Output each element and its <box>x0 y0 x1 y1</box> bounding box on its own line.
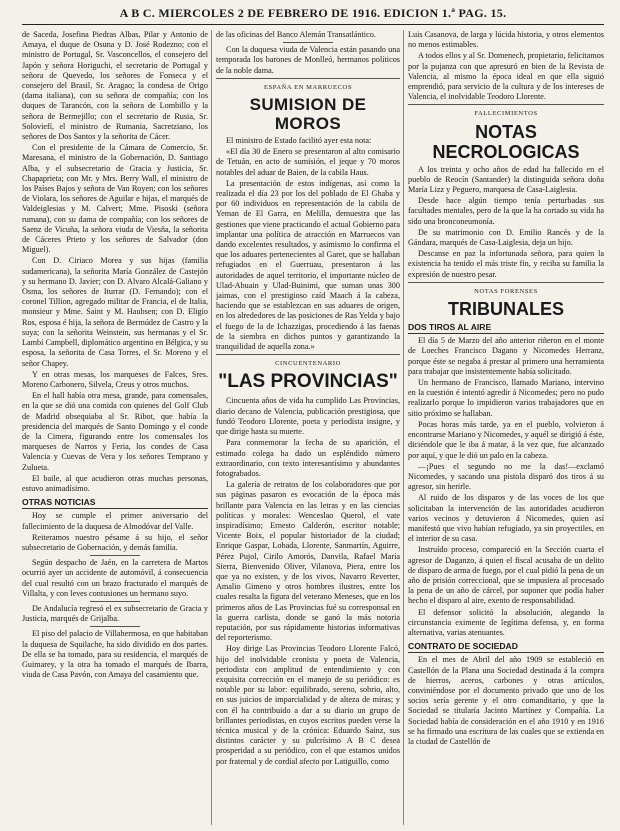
paragraph: Para conmemorar la fecha de su aparición, el estimado colega ha dado un espléndido número extraordinario, con texto interesantísimo y abundantes fotograbados. <box>216 438 400 478</box>
divider <box>408 104 604 105</box>
paragraph: «El día 30 de Enero se presentaron al alto comisario de Tetuán, en acto de sumisión, el jeque y 70 moros notables del aduar de Baien, de la cabila Haus. <box>216 147 400 177</box>
paragraph: Hoy se cumple el primer aniversario del fallecimiento de la duquesa de Almodóvar del Valle. <box>22 511 208 531</box>
paragraph: Un hermano de Francisco, llamado Mariano, intervino en la cuestión é intentó agredir á Nicomedes; pero no pudo realizarlo porque lo impidieron varios trabajadores que en sitio próximo se hallaban. <box>408 378 604 418</box>
paragraph: El defensor solicitó la absolución, alegando la circunstancia eximente de legítima defensa, y, en forma alternativa, varias atenuantes. <box>408 607 604 637</box>
paragraph: Luis Casanova, de larga y lúcida historia, y otros elementos no menos estimables. <box>408 30 604 50</box>
paragraph: El baile, al que acudieron otras muchas personas, estuvo animadísimo. <box>22 473 208 493</box>
divider <box>90 555 140 556</box>
paragraph: El día 5 de Marzo del año anterior riñeron en el monte de Loeches Francisco Dagano y Nicomedes Herranz, porque éste se negaba á prestar al primero una herramienta para trabajar que insistentemente había solicitado. <box>408 336 604 376</box>
article-kicker: CINCUENTENARIO <box>275 360 341 368</box>
divider <box>90 626 140 627</box>
article-kicker: NOTAS FORENSES <box>474 287 538 295</box>
paragraph: Al ruido de los disparos y de las voces de los que solicitaban la intervención de las autoridades acudieron varios vecinos y detuvieron á Nicomedes, quien así manifestó que vivo habían refugiado, ya sin proyectiles, en el interior de su casa. <box>408 493 604 544</box>
paragraph: Pocas horas más tarde, ya en el pueblo, volvieron á encontrarse Mariano y Nicomedes, y aquél se dirigió á éste, diciéndole que le iba á matar, á la vez que, fue alcanzado por aquí, y que le dió un palo en la cabeza. <box>408 419 604 460</box>
article-title-las-provincias: "LAS PROVINCIAS" <box>218 371 398 393</box>
paragraph: Descanse en paz la infortunada señora, para quien la existencia ha tenido el más triste fin, y reciba su familia la expresión de nuestro pesar. <box>408 249 604 279</box>
paragraph: Con la duquesa viuda de Valencia están pasando una temporada los barones de Monlleó, hermanos políticos de la noble dama. <box>216 45 400 75</box>
divider <box>283 42 333 43</box>
paragraph: Con el presidente de la Cámara de Comercio, Sr. Maresana, el ministro de la Gobernación, D. Santiago Alba, y el subsecretario de Gracia y Justicia, Sr. Chapaprieta; con Mr. y Mrs. Berry Wall, el ministro de los Países Bajos y señora de Van Royen; con los señores de Violara, los señores de Aguilar e hijas, el marqués de Valdeiglesias y M. Calvert; Mme. Pisoski (señora rumana), con su dama de compañía; con los señores de Saenz de Vicuña, la señora viuda de Viesña, la señorita de Cáceres Prieto y los señores de Salvador (don Miguel). <box>22 143 208 255</box>
section-heading-otras-noticias: OTRAS NOTICIAS <box>22 497 208 509</box>
paragraph: de Saceda, Josefina Piedras Albas, Pilar y Antonio de Amaya, el duque de Osuna y D. José Rodezno; con el ministro de Portugal, Sr. Vasconcellos, el consejero del Japón y señora Horiguchi, el secretario de Portugal y señora de Quevedo, los señores de Fonseca y el consejero del Brasil, Sr. Aragao; la condesa de Origo (dama italiana), con su señora de compañía; con los duques de Tarancón, con la señora de Lombillo y la señora de Bermejillo; con el secretario de Rusia, Sr. Soloviefí, el ministro de Rumania, Sacretziano, los señores de Dos Santos y la señorita de Cácer. <box>22 30 208 142</box>
paragraph: de las oficinas del Banco Alemán Transatlántico. <box>216 30 376 39</box>
paragraph: —¡Pues el segundo no me la das!—exclamó Nicomedes, y sacando una pistola disparó dos tiros á su agresor, sin herirle. <box>408 461 604 492</box>
article-title-sumision: SUMISION DE MOROS <box>249 95 367 134</box>
article-kicker: FALLECIMIENTOS <box>474 110 538 118</box>
column-rule <box>211 30 212 825</box>
page-header: A B C. MIERCOLES 2 DE FEBRERO DE 1916. EDICION 1.ª PAG. 15. <box>22 6 604 25</box>
paragraph: La galería de retratos de los colaboradores que por sus páginas pasaron es evocación de la época más brillante para Valencia en las letras y en las ciencias políticas y morales: Wenceslao Querol, el vate inspiradísimo; Ernesto Calderón, escritor notable; Vicente Boix, el popular historiador de la ciudad; Enrique Gaspar, Lobada, Llorente, Sanmartín, Aguirre, Pérez Pujol, Cirilo Amorós, Danvila, Rafael María Sierra, Bienvenido Oliver, Vilanova, Piera, entre los que ya no existen, y de los vivos, Navarro Reverter, Amalio Gimeno y otros hombres ilustres, entre los cuales resalta la figura del veterano Meneses, que en los primeros años de Las Provincias fué su corresponsal en la guerra carlista, donde se ganó la más notoria reputación, por sus rápidamente historias informativas del reporterismo. <box>216 480 400 643</box>
column-rule <box>403 30 404 825</box>
divider <box>216 354 400 355</box>
paragraph: Cincuenta años de vida ha cumplido Las Provincias, diario decano de Valencia, publicación prestigiosa, que fundó Teodoro Llorente, poeta y periodista insigne, y que dirige hasta su muerte. <box>216 396 400 437</box>
paragraph: A los treinta y ocho años de edad ha fallecido en el pueblo de Reocín (Santander) la distinguida señora doña María Lizz y Peguero, marquesa de Casa-Laiglesia. <box>408 164 604 195</box>
paragraph: De Andalucía regresó el ex subsecretario de Gracia y Justicia, marqués de Grijalba. <box>22 603 208 624</box>
divider <box>216 78 400 79</box>
paragraph: En el mes de Abril del año 1909 se estableció en Castellón de la Plana una Sociedad destinada á la compra de hierros, aceros, carbones y otras artículos, conviniéndose por el documento privado que uno de los socios sería gerente y el otro comanditario, y que la Sociedad se titularía Jacinto Martínez y Compañía. La Sociedad había de consideración en el año 1910 y en 1916 se ha firmado una escritura de las cuales que se extienda en la ciudad de Castellón de <box>408 655 604 746</box>
paragraph: Reiteramos nuestro pésame á su hijo, el señor subsecretario de Gobernación, y demás familia. <box>22 532 208 552</box>
section-heading-dos-tiros: DOS TIROS AL AIRE <box>408 322 604 334</box>
paragraph: Desde hace algún tiempo tenía perturbadas sus facultades mentales, pero de la que la ha cortado su vida ha sido una bronconeumonía. <box>408 196 604 226</box>
paragraph: De su matrimonio con D. Emilio Rancés y de la Gándara, marqués de Casa-Laiglesia, deja un hijo. <box>408 227 604 248</box>
divider <box>90 601 140 602</box>
article-title-necrologicas: NOTAS NECROLOGICAS <box>432 121 580 162</box>
paragraph: Con D. Ciriaco Morea y sus hijas (familia sudamericana), la señorita María González de Castejón y su hermano D. Javier; con D. Alvaro Alcalá-Galiano y Osma, los señores de Iturrar (D. Fernando); con el coronel Tillion, agregado militar de Francia, el de Italia, monsieur y Mme. Saint y M. Haubsen; con D. Eligio Ros, esposa é hija, la señora de Bermúdez de Castro y la suya; con la señorita Weinstein, sus hermanas y el Sr. Lambí Campbell, diplomático argentino en Bélgica, y su esposa, la señorita de Casa Torres, el Sr. Moreno y el señor Chapey. <box>22 256 208 368</box>
paragraph: Según despacho de Jaén, en la carretera de Martos ocurrió ayer un accidente de automóvil, á consecuencia del cual resultó con un brazo fracturado el marqués de Villalta, y con leves contusiones un hermano suyo. <box>22 558 208 598</box>
paragraph: Instruído proceso, compareció en la Sección cuarta el agresor de Daganzo, á quien el fiscal acusaba de un delito de disparo de arma de fuego, por el cual pidió la pena de un año de prisión correccional, que se impusiera al procesado la pena de un año de cárcel, por suponer que podía haber hecho el disparo al aire, exento de responsabilidad. <box>408 545 604 606</box>
article-title-tribunales: TRIBUNALES <box>448 299 564 320</box>
column-3 <box>408 30 604 825</box>
paragraph: La presentación de estos indígenas, así como la realizada el día 23 por los del poblado de El Ghaba y por 60 individuos en representación de la cabila de Yeman de El Garra, en Melilla, demuestra que las gestiones que viene practicando el actual Gobierno para implantar una política de atracción en Marruecos van dando excelentes resultados, y asimismo lo confirma el que los aduares pertenecientes al Garet, que se hallaban refugiados en el Guerruau, presentaron á las autoridades de aquel territorio, el importante núcleo de Ulad-Abuain y Ulad-Buinimi, que suman unas 300 jaimas, con el prestigioso caíd Maach á la cabeza, haciendo que se establezcan en sus aduares de origen, en los alrededores de las posiciones de Ras Yelda y bajo el fuego de la de Ichazzigas, procediendo á las faenas de la siembra en dichos puntos y garantizando la tranquilidad de aquella zona.» <box>216 178 400 352</box>
paragraph: En el hall había otra mesa, grande, para comensales, en la que se dió una comida con quienes del Golf Club de Madrid obsequiaba al Sr. Ribot, que había la presidencia del marqués de Santo Domingo y el conde de la Cimera, figurando entre los comensales los marqueses de Narros y Feria, los condes de Casa Valencia y Cuevas de Vera y los señores Temprano y Zulueta. <box>22 391 208 472</box>
column-1 <box>22 30 208 825</box>
article-kicker: ESPAÑA EN MARRUECOS <box>263 83 353 91</box>
section-heading-contrato: CONTRATO DE SOCIEDAD <box>408 641 604 653</box>
paragraph: El ministro de Estado facilitó ayer esta nota: <box>226 136 372 146</box>
paragraph: A todos ellos y al Sr. Domenech, propietario, felicitamos por la pujanza con que apresuró en bien de la Revista de Valencia, al mismo la época ideal en que ella siguió emprendió, para servicio de la cultura y de los intereses de Valencia, el inolvidable Teodoro Llorente. <box>408 51 604 102</box>
paragraph: Hoy dirige Las Provincias Teodoro Llorente Falcó, hijo del inolvidable cronista y poeta de Valencia, periodista con amplitud de entendimiento y con exquisita corrección en el manejo de su periódico: es notable por su labor: equilibrado, sereno, sobrio, alto, en sus juicios de imparcialidad y de alteza de miras; y con él ha contribuido a dar a su diario un grupo de brillantes periodistas, en cuyos escritos pueden verse la técnica musical y de la crónica: Eduardo Sainz, sus distintos carácter y su pulcrísimo A B C desea prosperidad a su periódico, con el que estamos unidos por fraternal y de cordial afecto por Latiguillo, como <box>216 644 400 766</box>
paragraph: Y en otras mesas, los marqueses de Falces, Sres. Moreno Carbonero, Silvela, Creus y otros muchos. <box>22 369 208 389</box>
divider <box>408 282 604 283</box>
column-2 <box>216 30 400 825</box>
paragraph: El piso del palacio de Villahermosa, en que habitaban la duquesa de Squilache, ha sido dividido en dos partes. De ella se ha tomado, para su residencia, el marqués de Guimarey, y la otra ha tomado el marqués de Ibarra, viuda de Casa Pavón, con Amaya del casamiento que. <box>22 629 208 680</box>
